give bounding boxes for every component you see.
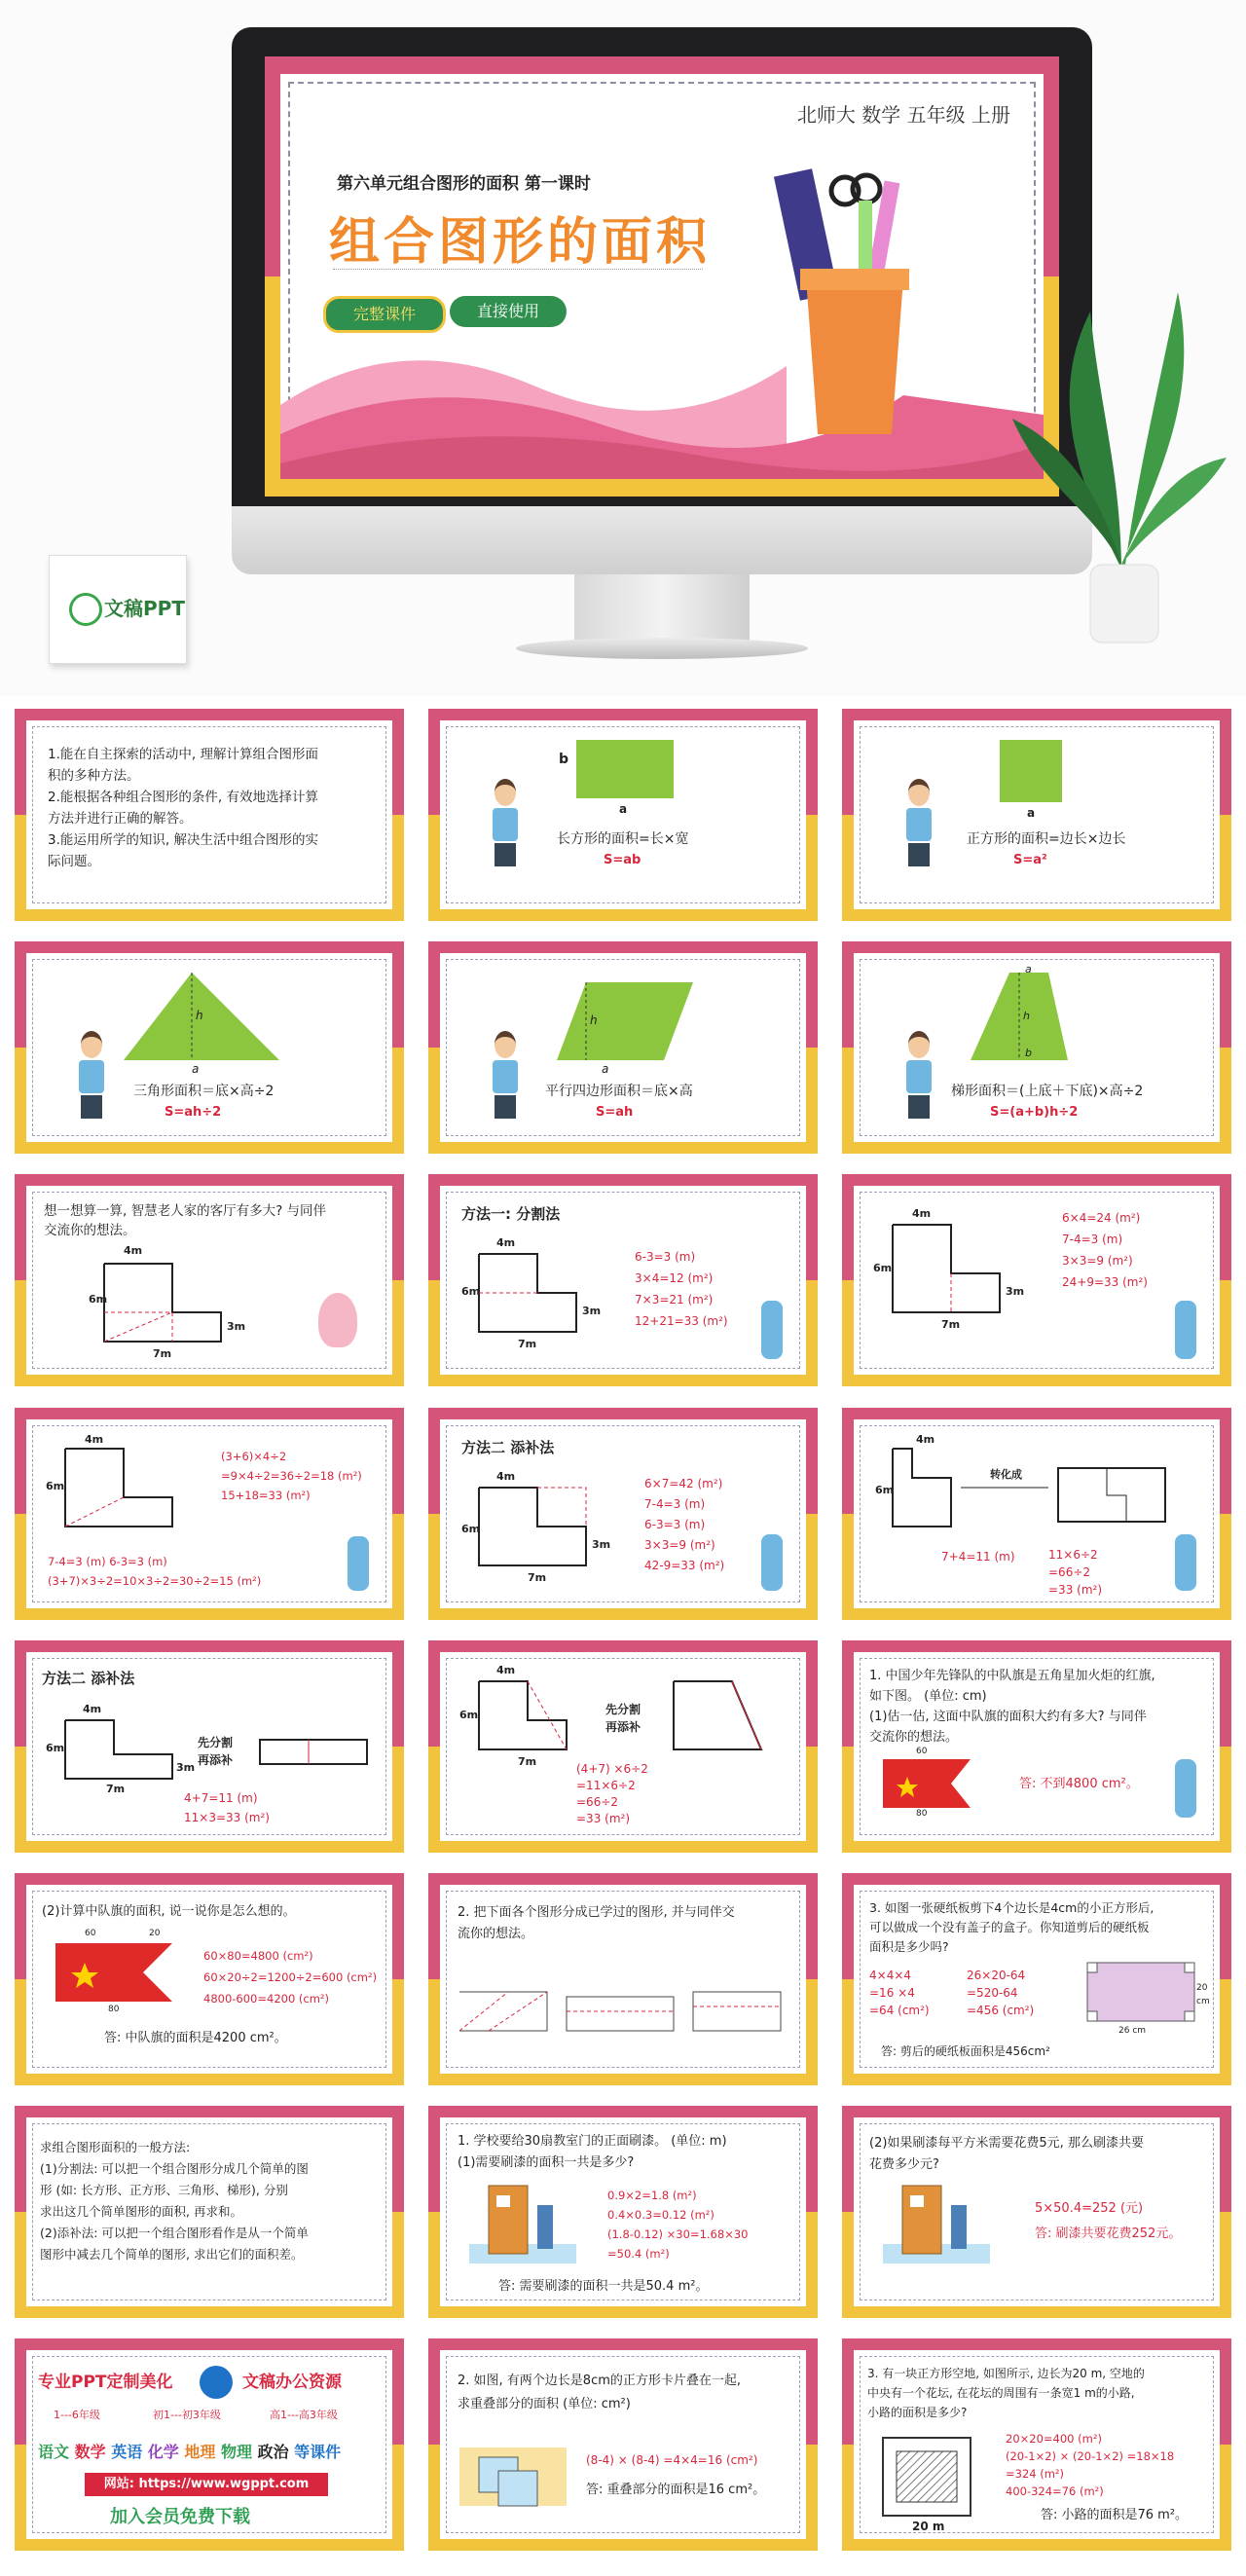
- calc-line: 26×20-64: [967, 1969, 1026, 1982]
- text-line: 积的多种方法。: [48, 768, 140, 784]
- answer: 答: 重叠部分的面积是16 cm²。: [586, 2483, 766, 2497]
- text-line: 1. 中国少年先锋队的中队旗是五角星加火炬的红旗,: [869, 1669, 1155, 1683]
- dim-label: 7m: [153, 1347, 172, 1360]
- dim-label: 6m: [46, 1480, 65, 1492]
- text-line: 1.能在自主探索的活动中, 理解计算组合图形面: [48, 747, 318, 762]
- calc-line: (20-1×2) × (20-1×2) =18×18: [1006, 2449, 1175, 2463]
- label-a: a: [1025, 963, 1032, 975]
- overlap-squares-figure: [440, 2350, 806, 2539]
- subject: 政治: [257, 2443, 289, 2461]
- text-line: (1)分割法: 可以把一个组合图形分成几个简单的图: [40, 2161, 309, 2176]
- text-line: 3. 有一块正方形空地, 如图所示, 边长为20 m, 空地的: [867, 2367, 1145, 2380]
- dim-label: 20: [149, 1929, 161, 1938]
- step-label: 再添补: [198, 1753, 234, 1767]
- slide-title: 方法二 添补法: [461, 1439, 555, 1456]
- dim-label: 60: [85, 1929, 96, 1938]
- calc-line: 6×7=42 (m²): [644, 1477, 723, 1490]
- step-label: 先分割: [605, 1703, 641, 1716]
- calc-line: 11×3=33 (m²): [184, 1811, 270, 1824]
- calc-line: =66÷2: [1048, 1565, 1091, 1579]
- text-line: (2)计算中队旗的面积, 说一说你是怎么想的。: [42, 1904, 296, 1919]
- text-line: 面积是多少吗?: [869, 1939, 949, 1954]
- slide-19[interactable]: [15, 2106, 404, 2318]
- calc-line: (4+7) ×6÷2: [576, 1762, 648, 1776]
- answer: 答: 需要刷漆的面积一共是50.4 m²。: [498, 2279, 709, 2294]
- dim-label: 4m: [912, 1207, 932, 1220]
- formula: 平行四边形面积＝底×高: [545, 1084, 693, 1099]
- formula-red: S=ah: [596, 1105, 634, 1120]
- subject-list: [38, 2440, 341, 2462]
- calc-line: =16 ×4: [869, 1986, 915, 2000]
- monitor: [232, 27, 1092, 534]
- slide-3[interactable]: [842, 709, 1231, 921]
- subject: 化学: [147, 2443, 179, 2461]
- dim-label: 6m: [89, 1293, 108, 1306]
- formula-red: S=(a+b)h÷2: [990, 1105, 1079, 1120]
- slide-12[interactable]: [842, 1408, 1231, 1620]
- calc-line: 6-3=3 (m): [644, 1518, 706, 1531]
- text-line: 交流你的想法。: [869, 1730, 959, 1745]
- text-line: 际问题。: [48, 854, 100, 869]
- dim-label: 6m: [461, 1285, 481, 1298]
- ad-line-1: 专业PPT定制美化: [38, 2373, 173, 2392]
- text-line: 求组合图形面积的一般方法:: [40, 2140, 191, 2154]
- text-line: 流你的想法。: [458, 1927, 534, 1941]
- calc-line: 11×6÷2: [1048, 1548, 1098, 1562]
- calc-line: (1.8-0.12) ×30=1.68×30: [607, 2227, 749, 2241]
- slide-9[interactable]: [842, 1174, 1231, 1386]
- shapes-figure: [440, 1885, 806, 2074]
- boy-character-icon: [489, 779, 522, 866]
- text-line: 2. 如图, 有两个边长是8cm的正方形卡片叠在一起,: [458, 2374, 742, 2388]
- slide-4[interactable]: [15, 941, 404, 1154]
- slide-5[interactable]: [428, 941, 818, 1154]
- brand-name: 文稿PPT: [104, 597, 185, 620]
- dim-label: 4m: [496, 1470, 516, 1483]
- text-line: 可以做成一个没有盖子的盒子。你知道剪后的硬纸板: [869, 1920, 1150, 1934]
- cover-subtitle: 北师大 数学 五年级 上册: [796, 103, 1010, 127]
- calc-line: 24+9=33 (m²): [1062, 1275, 1148, 1289]
- calc-line: 4+7=11 (m): [184, 1791, 258, 1805]
- text-line: 交流你的想法。: [44, 1223, 136, 1238]
- boy-character-icon: [1175, 1534, 1196, 1591]
- calc-line: 0.4×0.3=0.12 (m²): [607, 2208, 715, 2222]
- dim-label: 3m: [1006, 1285, 1025, 1298]
- slide-2[interactable]: [428, 709, 818, 921]
- slide-6[interactable]: [842, 941, 1231, 1154]
- calc-line: =9×4÷2=36÷2=18 (m²): [221, 1469, 362, 1483]
- dim-label: 6m: [46, 1742, 65, 1754]
- dim-label: 3m: [227, 1320, 246, 1333]
- boy-character-icon: [489, 1031, 522, 1119]
- hero-section: [0, 0, 1246, 696]
- plant-decoration: [1032, 273, 1207, 681]
- calc-line: 60×80=4800 (cm²): [203, 1949, 313, 1963]
- text-line: 形 (如: 长方形、正方形、三角形、梯形), 分别: [40, 2183, 288, 2197]
- calc-line: =520-64: [967, 1986, 1018, 2000]
- text-line: 3. 如图一张硬纸板剪下4个边长是4cm的小正方形后,: [869, 1900, 1154, 1915]
- calc-line: (3+7)×3÷2=10×3÷2=30÷2=15 (m²): [48, 1574, 262, 1588]
- dim-label: 60: [916, 1747, 928, 1756]
- dim-label: 6m: [873, 1262, 893, 1274]
- text-line: 花费多少元?: [869, 2157, 939, 2172]
- calc-line: 7×3=21 (m²): [635, 1293, 714, 1306]
- formula: 长方形的面积=长×宽: [557, 831, 689, 847]
- grade-label: 1---6年级: [54, 2409, 100, 2421]
- dim-label: 20 cm: [1196, 1983, 1210, 2006]
- text-line: (1)需要刷漆的面积一共是多少?: [458, 2155, 635, 2170]
- dim-label: 7m: [941, 1318, 961, 1331]
- subject: 地理: [184, 2443, 216, 2461]
- text-line: 方法并进行正确的解答。: [48, 811, 193, 827]
- label-h: h: [590, 1013, 598, 1027]
- calc-line: 5×50.4=252 (元): [1035, 2201, 1144, 2216]
- dim-label: 7m: [528, 1571, 547, 1584]
- cover-lesson: 第六单元组合图形的面积 第一课时: [337, 174, 591, 194]
- text-line: 中央有一个花坛, 在花坛的周围有一条宽1 m的小路,: [867, 2386, 1135, 2400]
- calc-line: =66÷2: [576, 1795, 619, 1809]
- calc-line: =456 (cm²): [967, 2004, 1035, 2017]
- dim-label: 4m: [916, 1433, 935, 1446]
- boy-character-icon: [75, 1031, 108, 1119]
- calc-line: 7-4=3 (m): [644, 1497, 706, 1511]
- calc-line: 4×4×4: [869, 1969, 912, 1982]
- dim-label: 3m: [176, 1761, 196, 1774]
- slide-8[interactable]: [428, 1174, 818, 1386]
- dim-label: 20 m: [912, 2520, 945, 2533]
- text-line: 如下图。 (单位: cm): [869, 1689, 987, 1704]
- label-a: a: [192, 1062, 200, 1076]
- text-line: (2)如果刷漆每平方米需要花费5元, 那么刷漆共要: [869, 2136, 1144, 2151]
- calc-line: 3×3=9 (m²): [1062, 1254, 1133, 1268]
- cover-art: [280, 74, 1044, 479]
- brand-logo-icon: [69, 593, 102, 626]
- subject: 数学: [74, 2443, 106, 2461]
- text-line: 2. 把下面各个图形分成已学过的图形, 并与同伴交: [458, 1905, 735, 1920]
- calc-line: 6×4=24 (m²): [1062, 1211, 1141, 1225]
- arrow-label: 转化成: [990, 1468, 1022, 1481]
- slide-20[interactable]: [428, 2106, 818, 2318]
- text-line: (2)添补法: 可以把一个组合图形看作是从一个简单: [40, 2226, 309, 2240]
- dim-label: 4m: [85, 1433, 104, 1446]
- complete-courseware-button[interactable]: 完整课件: [323, 296, 446, 333]
- split-method-figure: [440, 1186, 806, 1375]
- label-h: h: [1023, 1010, 1030, 1022]
- calc-line: 12+21=33 (m²): [635, 1314, 728, 1328]
- calc-line: 4800-600=4200 (cm²): [203, 1992, 330, 2006]
- dim-label: 7m: [518, 1338, 537, 1350]
- step-label: 先分割: [198, 1736, 234, 1749]
- boy-character-icon: [1175, 1301, 1196, 1359]
- slide-1[interactable]: [15, 709, 404, 921]
- label-a: a: [602, 1062, 609, 1076]
- brand-calendar: [49, 555, 187, 664]
- slide-16[interactable]: [15, 1873, 404, 2085]
- dim-label: 6m: [875, 1484, 895, 1496]
- text-line: 3.能运用所学的知识, 解决生活中组合图形的实: [48, 832, 318, 848]
- slide-24[interactable]: [842, 2338, 1231, 2551]
- ad-line-2: 文稿办公资源: [242, 2373, 342, 2392]
- grade-label: 初1---初3年级: [153, 2409, 221, 2421]
- boy-character-icon: [348, 1536, 369, 1591]
- slide-7[interactable]: [15, 1174, 404, 1386]
- step-label: 再添补: [605, 1720, 641, 1734]
- use-directly-button[interactable]: 直接使用: [450, 296, 567, 327]
- cover-title: 组合图形的面积: [329, 213, 712, 272]
- calc-line: 0.9×2=1.8 (m²): [607, 2189, 697, 2202]
- calc-line: =324 (m²): [1006, 2467, 1065, 2481]
- join-member-link[interactable]: 加入会员免费下载: [110, 2507, 250, 2527]
- transform-figure: [854, 1419, 1220, 1608]
- boy-character-icon: [902, 1031, 935, 1119]
- label-a: a: [1027, 806, 1036, 820]
- flag-figure: [854, 1652, 1220, 1841]
- girl-character-icon: [318, 1293, 357, 1347]
- subject: 语文: [38, 2443, 70, 2461]
- text-line: 小路的面积是多少?: [867, 2406, 968, 2419]
- slide-21[interactable]: [842, 2106, 1231, 2318]
- slide-11[interactable]: [428, 1408, 818, 1620]
- text-line: 想一想算一算, 智慧老人家的客厅有多大? 与同伴: [44, 1203, 327, 1219]
- calc-line: 400-324=76 (m²): [1006, 2484, 1104, 2498]
- slide-title: 方法一: 分割法: [461, 1205, 561, 1223]
- split-method-figure-2: [854, 1186, 1220, 1375]
- formula: 梯形面积＝(上底＋下底)×高÷2: [951, 1084, 1144, 1099]
- slide-10[interactable]: [15, 1408, 404, 1620]
- formula: 正方形的面积=边长×边长: [967, 831, 1126, 847]
- calc-line: 42-9=33 (m²): [644, 1559, 725, 1572]
- dim-label: 6m: [459, 1709, 479, 1721]
- calc-line: 3×3=9 (m²): [644, 1538, 715, 1552]
- dim-label: 7m: [106, 1783, 126, 1795]
- answer: 答: 剪后的硬纸板面积是456cm²: [881, 2044, 1050, 2058]
- slide-15[interactable]: [842, 1640, 1231, 1853]
- dim-label: 6m: [461, 1523, 481, 1535]
- answer: 答: 小路的面积是76 m²。: [1041, 2508, 1189, 2522]
- slide-13[interactable]: [15, 1640, 404, 1853]
- text-line: 图形中减去几个简单的图形, 求出它们的面积差。: [40, 2247, 304, 2262]
- dim-label: 26 cm: [1118, 2026, 1147, 2036]
- dim-label: 7m: [518, 1755, 537, 1768]
- boy-character-icon: [761, 1534, 783, 1591]
- dim-label: 3m: [582, 1305, 602, 1317]
- calc-line: (3+6)×4÷2: [221, 1450, 287, 1463]
- text-line: 1. 学校要给30扇教室门的正面刷漆。 (单位: m): [458, 2134, 727, 2149]
- calc-line: =11×6÷2: [576, 1779, 636, 1792]
- cover-slide[interactable]: [265, 56, 1059, 497]
- formula-red: S=a²: [1013, 853, 1047, 867]
- text-line: 求重叠部分的面积 (单位: cm²): [458, 2397, 631, 2411]
- slide-title: 方法二 添补法: [42, 1670, 135, 1687]
- calc-line: =33 (m²): [576, 1812, 631, 1825]
- boy-character-icon: [1175, 1759, 1196, 1818]
- calc-line: 60×20÷2=1200÷2=600 (cm²): [203, 1970, 378, 1984]
- calc-line: 20×20=400 (m²): [1006, 2432, 1102, 2446]
- label-h: h: [196, 1009, 203, 1022]
- calc-line: 3×4=12 (m²): [635, 1271, 714, 1285]
- label-a: a: [619, 802, 628, 816]
- slide-23[interactable]: [428, 2338, 818, 2551]
- calc-line: 7-4=3 (m) 6-3=3 (m): [48, 1555, 167, 1568]
- calc-line: =33 (m²): [1048, 1583, 1103, 1597]
- boy-character-icon: [761, 1301, 783, 1359]
- calc-line: 6-3=3 (m): [635, 1250, 696, 1264]
- label-b: b: [1025, 1047, 1032, 1059]
- fill-method-figure: [440, 1419, 806, 1608]
- calc-line: (8-4) × (8-4) =4×4=16 (cm²): [586, 2453, 758, 2467]
- answer: 答: 不到4800 cm²。: [1019, 1777, 1139, 1791]
- dim-label: 4m: [124, 1244, 143, 1257]
- text-line: (1)估一估, 这面中队旗的面积大约有多大? 与同伴: [869, 1710, 1147, 1724]
- calc-line: 7-4=3 (m): [1062, 1233, 1123, 1246]
- subject: 英语: [111, 2443, 143, 2461]
- text-line: 求出这几个简单图形的面积, 再求和。: [40, 2204, 242, 2219]
- calc-line: 7+4=11 (m): [941, 1550, 1015, 1564]
- grade-label: 高1---高3年级: [270, 2409, 338, 2421]
- dim-label: 80: [916, 1809, 928, 1819]
- slide-14[interactable]: [428, 1640, 818, 1853]
- dim-label: 4m: [496, 1236, 516, 1249]
- slide-17[interactable]: [428, 1873, 818, 2085]
- dim-label: 4m: [83, 1703, 102, 1715]
- dim-label: 80: [108, 2005, 120, 2014]
- answer: 答: 中队旗的面积是4200 cm²。: [104, 2031, 287, 2045]
- slide-22-ad[interactable]: [15, 2338, 404, 2551]
- subject: 物理: [220, 2443, 252, 2461]
- dim-label: 3m: [592, 1538, 611, 1551]
- slide-18[interactable]: [842, 1873, 1231, 2085]
- boy-character-icon: [902, 779, 935, 866]
- formula-red: S=ab: [604, 853, 641, 867]
- calc-line: =64 (cm²): [869, 2004, 930, 2017]
- formula: 三角形面积＝底×高÷2: [133, 1084, 275, 1099]
- calc-line: 15+18=33 (m²): [221, 1489, 311, 1502]
- text-line: 2.能根据各种组合图形的条件, 有效地选择计算: [48, 790, 318, 805]
- dim-label: 4m: [496, 1664, 516, 1676]
- website-link[interactable]: 网站: https://www.wgppt.com: [85, 2473, 328, 2496]
- subject: 等课件: [294, 2443, 342, 2461]
- brand-logo-icon: [200, 2366, 233, 2399]
- formula-red: S=ah÷2: [165, 1105, 222, 1120]
- answer: 答: 刷漆共要花费252元。: [1035, 2226, 1182, 2241]
- label-b: b: [559, 752, 569, 767]
- calc-line: =50.4 (m²): [607, 2247, 670, 2261]
